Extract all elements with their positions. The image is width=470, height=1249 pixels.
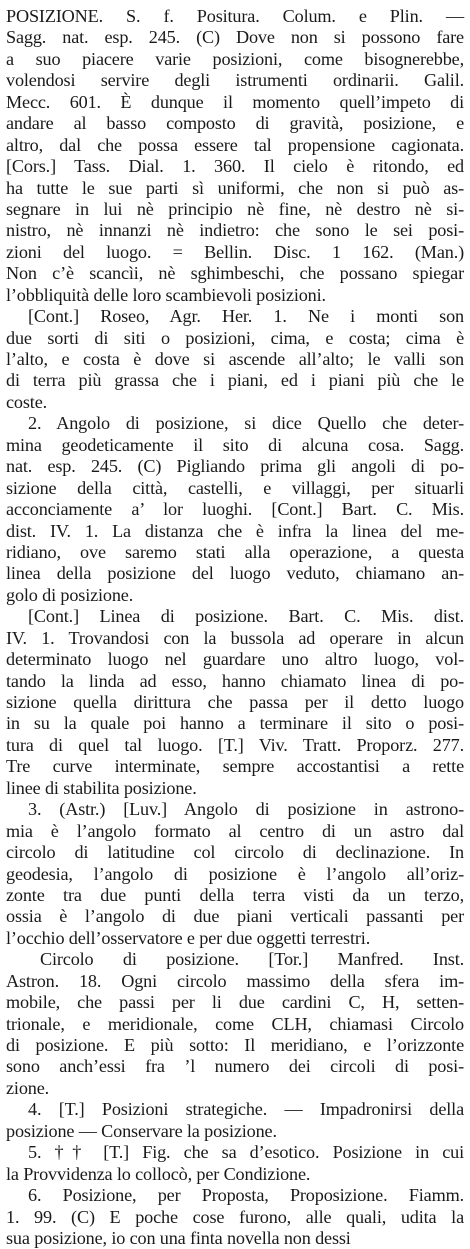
text-line: linee di stabilita posizione. <box>6 777 197 798</box>
text-line: Astron. 18. Ogni circolo massimo della sfera im- <box>6 970 464 991</box>
entry-paragraph <box>6 1099 464 1142</box>
text-line: di terra più grassa che i piani, ed i piani più che le <box>6 370 464 391</box>
text-line: tura di quel tal luogo. [T.] Viv. Tratt. Proporz. 277. <box>6 734 464 755</box>
text-line: [Cont.] Roseo, Agr. Her. 1. Ne i monti son <box>28 306 464 327</box>
text-line: [Cont.] Linea di posizione. Bart. C. Mis. dist. <box>28 606 464 627</box>
text-line: Non c’è scancìi, nè sghimbeschi, che possano spiegar <box>6 263 464 284</box>
text-line: acconciamente a’ lor luoghi. [Cont.] Bart. C. Mis. <box>6 499 464 520</box>
text-line: zione. <box>6 1077 50 1098</box>
entry-paragraph <box>6 606 464 799</box>
text-line: volendosi servire degli istrumenti ordinarii. Galil. <box>6 70 464 91</box>
text-line: 2. Angolo di posizione, si dice Quello che deter- <box>28 413 464 434</box>
text-line: sizione quella dirittura che passa per il detto luogo <box>6 692 464 712</box>
text-line: Tre curve interminate, sempre accostantisi a rette <box>6 756 464 777</box>
text-line: Sagg. nat. esp. 245. (C) Dove non si possono fare <box>6 27 464 48</box>
text-line: [Cors.] Tass. Dial. 1. 360. Il cielo è ritondo, ed <box>6 156 464 177</box>
text-line: determinato luogo nel guardare uno altro luogo, vol- <box>6 649 464 670</box>
text-line: 6. Posizione, per Proposta, Proposizione. Fiamm. <box>28 1185 464 1206</box>
text-line: sua posizione, io con una finta novella non dessi <box>6 1227 351 1248</box>
text-line: mia è l’angolo formato al centro di un astro dal <box>6 820 464 841</box>
text-line: 1. 99. (C) E poche cose furono, alle quali, udita la <box>6 1206 464 1227</box>
text-line: segnare in lui nè principio nè fine, nè destro nè si- <box>6 198 464 219</box>
text-line: nat. esp. 245. (C) Pigliando prima gli angoli di po- <box>6 456 464 477</box>
text-line: circolo di latitudine col circolo di declinazione. In <box>6 842 464 863</box>
entry-paragraph <box>6 1185 464 1249</box>
text-line: sizione della città, castelli, e villaggi, per situarli <box>6 477 464 498</box>
text-line: trionale, e meridionale, come CLH, chiamasi Circolo <box>6 1013 464 1034</box>
entry-paragraph <box>6 949 464 1099</box>
text-line: 3. (Astr.) [Luv.] Angolo di posizione in astrono- <box>28 799 464 820</box>
text-line: mina geodeticamente il sito di alcuna cosa. Sagg. <box>6 434 464 455</box>
text-line: IV. 1. Trovandosi con la bussola ad operare in alcun <box>6 627 464 648</box>
text-line: golo di posizione. <box>6 584 134 605</box>
text-line: nistro, nè innanzi nè indietro: che sono le sei posi- <box>6 220 464 241</box>
text-line: di posizione. E più sotto: Il meridiano, e l’orizzonte <box>6 1035 464 1055</box>
text-line: la Provvidenza lo collocò, per Condizione. <box>6 1163 311 1184</box>
text-line: l’obbliquità delle loro scambievoli posizioni. <box>6 284 326 305</box>
text-line: 5. †† [T.] Fig. che sa d’esotico. Posizione in cui <box>28 1142 464 1163</box>
text-line: zioni del luogo. = Bellin. Disc. 1 162. (Man.) <box>6 241 464 262</box>
text-line: mobile, che passi per li due cardini C, H, setten- <box>6 992 464 1013</box>
text-line: l’alto, e costa è dove si ascende all’alto; le valli son <box>6 349 464 369</box>
text-line: coste. <box>6 391 48 412</box>
text-line: dist. IV. 1. La distanza che è infra la linea del me- <box>6 520 464 541</box>
dictionary-entry-posizione <box>6 6 464 1249</box>
entry-paragraph <box>6 799 464 949</box>
text-line: linea della posizione del luogo veduto, chiamano an- <box>6 563 464 584</box>
entry-paragraph <box>6 6 464 306</box>
text-line: in su la quale poi hanno a terminare il sito o posi- <box>6 713 464 734</box>
text-line: ridiano, ove saremo stati alla operazione, a questa <box>6 541 464 562</box>
text-line: Mecc. 601. È dunque il momento quell’impeto di <box>6 91 464 112</box>
text-line: altro, dal che possa essere tal propensione cagionata. <box>6 134 464 155</box>
entry-paragraph <box>6 413 464 606</box>
text-line: a suo piacere varie posizioni, come bisognerebbe, <box>6 48 464 69</box>
text-line: l’occhio dell’osservatore e per due oggetti terrestri. <box>6 927 371 948</box>
text-line: geodesia, l’angolo di posizione è l’angolo all’oriz- <box>6 863 464 884</box>
text-line: posizione — Conservare la posizione. <box>6 1120 277 1141</box>
text-line: POSIZIONE. S. f. Positura. Colum. e Plin. — <box>6 6 464 26</box>
text-line: ha tutte le sue parti sì uniformi, che non si può as- <box>6 177 464 198</box>
text-line: zonte tra due punti della terra visti da un terzo, <box>6 884 464 905</box>
text-line: ossia è l’angolo di due piani verticali passanti per <box>6 906 464 927</box>
text-line: 4. [T.] Posizioni strategiche. — Impadronirsi della <box>28 1099 464 1120</box>
text-line: andare al basso composto di gravità, posizione, e <box>6 113 464 134</box>
text-line: tando la linda ad esso, hanno chiamato linea di po- <box>6 670 464 691</box>
entry-paragraph <box>6 1142 464 1185</box>
text-line: Circolo di posizione. [Tor.] Manfred. Inst. <box>40 949 464 970</box>
text-line: due sorti di siti o posizioni, cima, e costa; cima è <box>6 327 464 348</box>
text-line: sono anch’essi fra ’l numero dei circoli di posi- <box>6 1056 464 1077</box>
entry-paragraph <box>6 306 464 413</box>
